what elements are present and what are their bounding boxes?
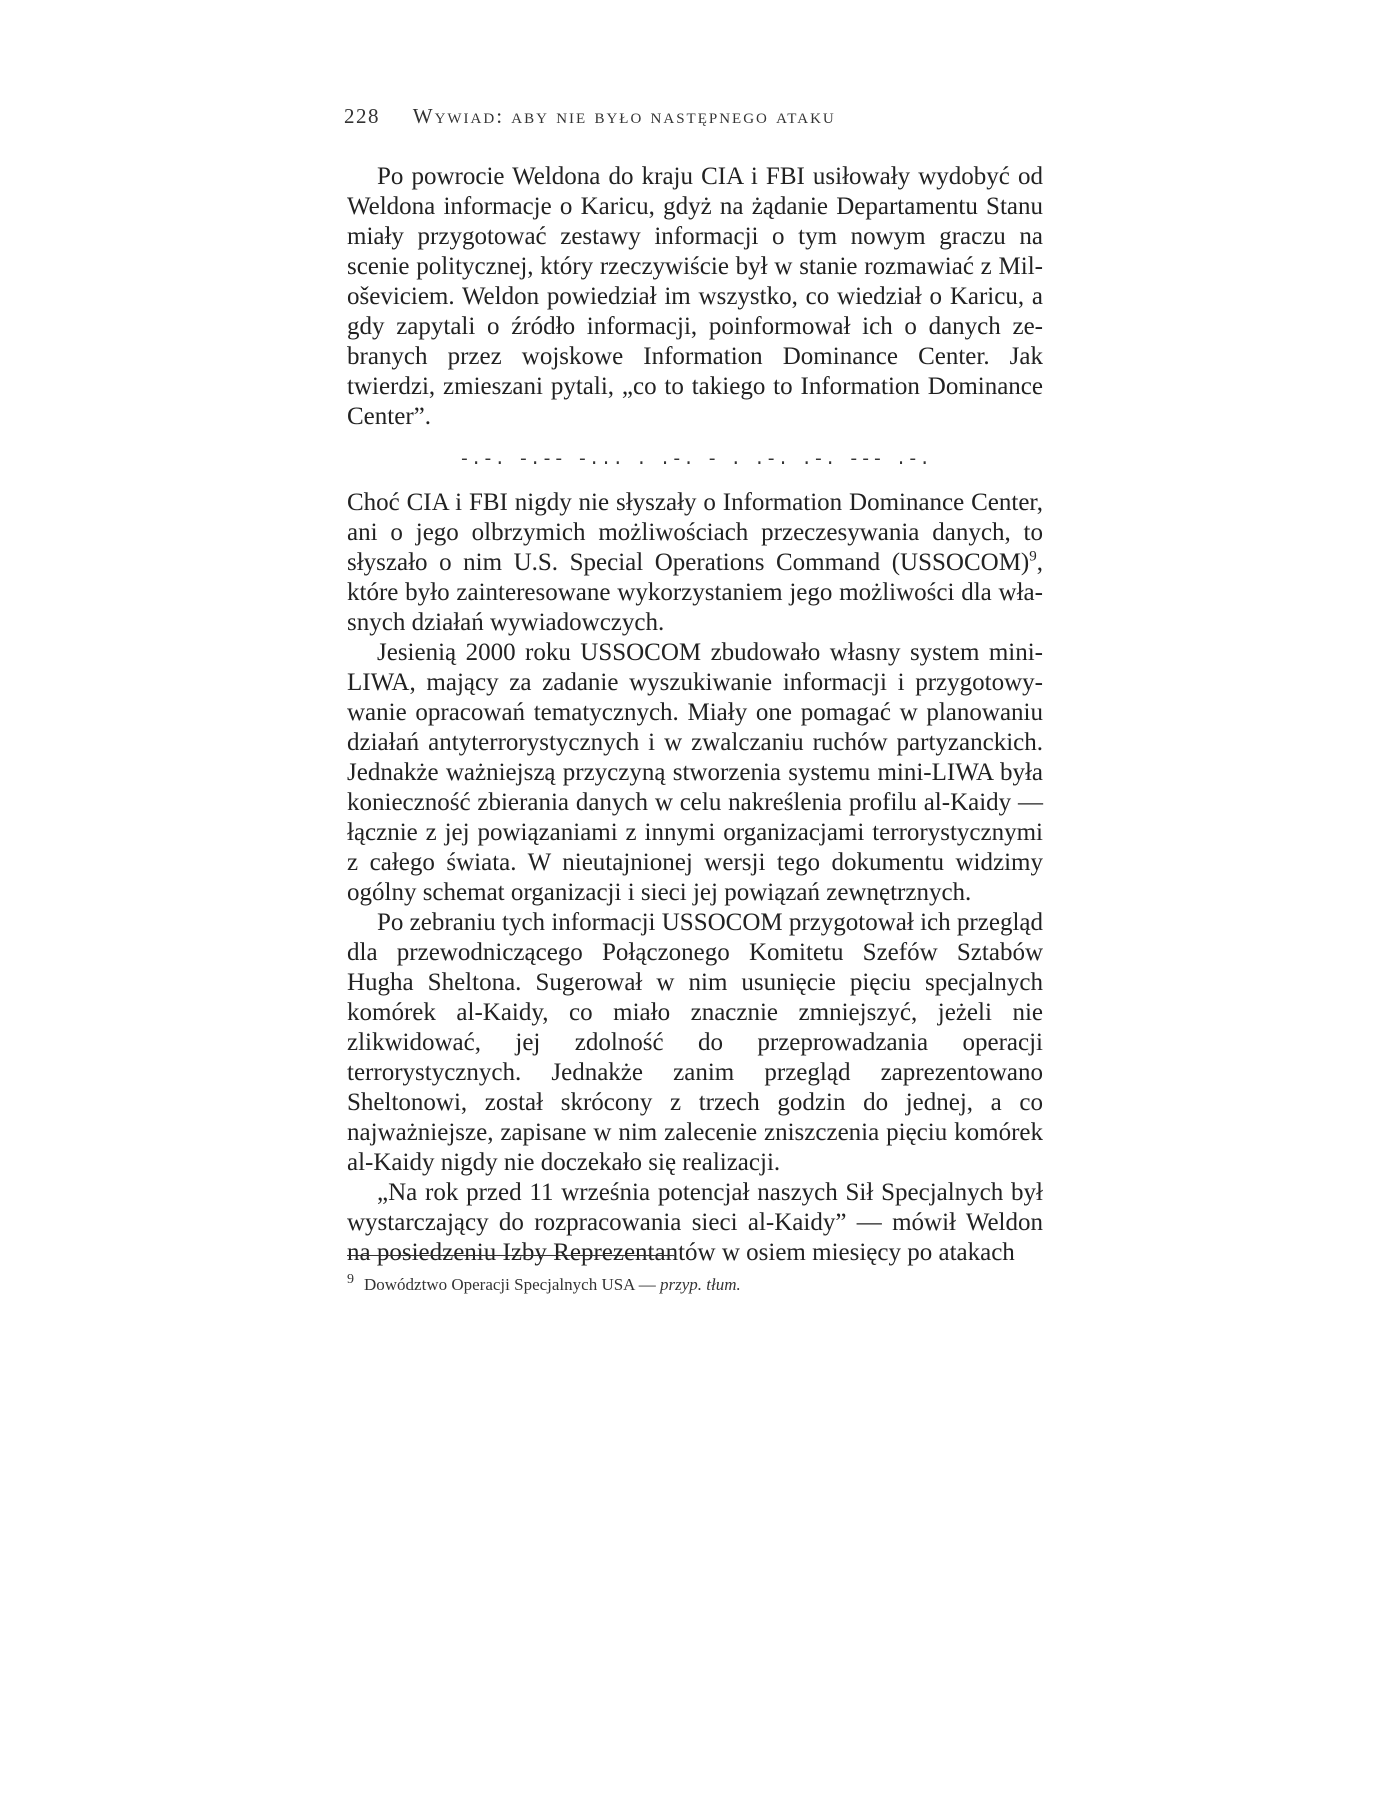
footnote xyxy=(347,1274,1043,1296)
body-text xyxy=(347,162,1043,1268)
paragraph-4: Po zebraniu tych informacji USSOCOM przygotował ich przegląd dla przewodniczącego Połączonego Komitetu Szefów Sztabów Hugha Sheltona. Sugerował w nim usunięcie pięciu specjalnych komórek al-Kaidy, co miało znacznie zmniejszyć, jeżeli nie zlikwidować, jej zdolność do przeprowadzania operacji terrorystycznych. Jednakże zanim przegląd zaprezentowano Sheltonowi, został skrócony z trzech godzin do jednej, a co najważniejsze, zapisane w nim zalecenie zniszczenia pięciu komórek al-Kaidy nigdy nie doczekało się realizacji. xyxy=(347,909,1043,1176)
running-title: Wywiad: aby nie było następnego ataku xyxy=(412,104,836,128)
footnote-number: 9 xyxy=(347,1272,354,1288)
paragraph-2-continuation: , które było zainteresowane wykorzystaniem jego możliwości dla własnych działań wywiadowczych. xyxy=(347,549,1043,636)
paragraph-1: Po powrocie Weldona do kraju CIA i FBI usiłowały wydobyć od Weldona informacje o Karicu, gdyż na żądanie Departamentu Stanu miały przygotować zestawy informacji o tym nowym graczu na scenie politycznej, który rzeczywiście był w stanie rozmawiać z Miloševiciem. Weldon powiedział im wszystko, co wiedział o Karicu, a gdy zapytali o źródło informacji, poinformował ich o danych zebranych przez wojskowe Information Dominance Center. Jak twierdzi, zmieszani pytali, „co to takiego to Information Dominance Center”. xyxy=(347,163,1043,430)
running-head xyxy=(344,104,1044,129)
footnote-text: Dowództwo Operacji Specjalnych USA — xyxy=(364,1275,656,1294)
footnote-translator-note: przyp. tłum. xyxy=(660,1275,741,1294)
page-number: 228 xyxy=(344,104,380,128)
paragraph-3: Jesienią 2000 roku USSOCOM zbudowało własny system mini-LIWA, mający za zadanie wyszukiwanie informacji i przygotowywanie opracowań tematycznych. Miały one pomagać w planowaniu działań antyterrorystycznych i w zwalczaniu ruchów partyzanckich. Jednakże ważniejszą przyczyną stworzenia systemu mini-LIWA była konieczność zbierania danych w celu nakreślenia profilu al-Kaidy — łącznie z jej powiązaniami z innymi organizacjami terrorystycznymi z całego świata. W nieutajnionej wersji tego dokumentu widzimy ogólny schemat organizacji i sieci jej powiązań zewnętrznych. xyxy=(347,639,1043,906)
paragraph-2 xyxy=(347,488,1043,638)
footnote-divider xyxy=(347,1255,674,1256)
footnote-reference: 9 xyxy=(1029,548,1037,565)
section-separator: -.-. -.-- -... . .-. - . .-. .-. --- .-. xyxy=(458,450,932,470)
paragraph-5: „Na rok przed 11 września potencjał naszych Sił Specjalnych był wystarczający do rozpracowania sieci al-Kaidy” — mówił Weldon na posiedzeniu Izby Reprezentantów w osiem miesięcy po atakach xyxy=(347,1179,1043,1266)
paragraph-2-text: Choć CIA i FBI nigdy nie słyszały o Information Dominance Center, ani o jego olbrzymich możliwościach przeczesywania danych, to słyszało o nim U.S. Special Operations Command (USSOCOM) xyxy=(347,489,1043,576)
